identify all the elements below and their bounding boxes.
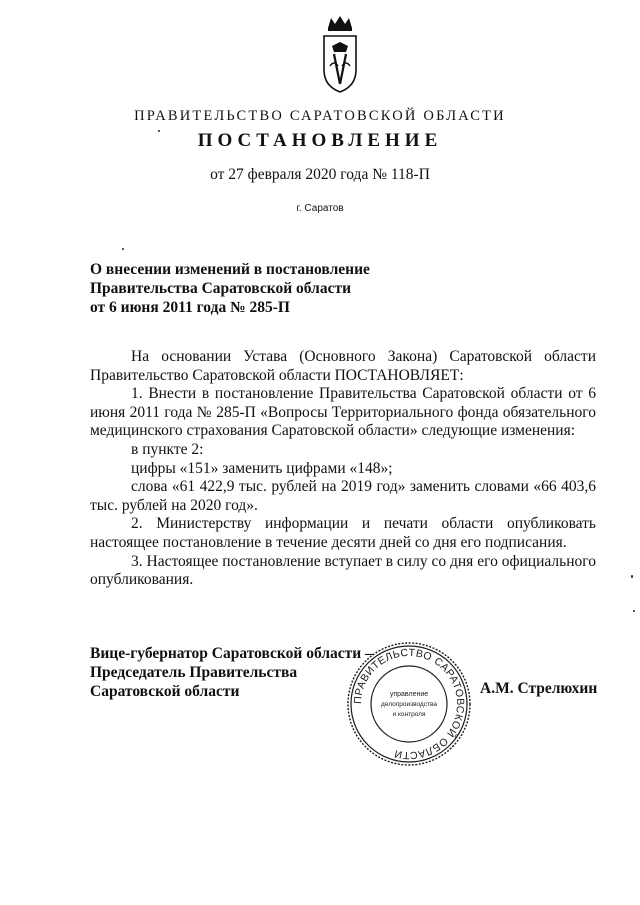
preamble-paragraph: На основании Устава (Основного Закона) Саратовской области Правительство Саратовской области ПОСТАНОВЛЯЕТ:	[90, 348, 596, 384]
official-seal	[345, 640, 473, 768]
scan-speck	[633, 610, 635, 612]
scan-speck	[122, 248, 124, 250]
document-city: г. Саратов	[296, 203, 344, 214]
item-1-paragraph: 1. Внести в постановление Правительства Саратовской области от 6 июня 2011 года № 285-П «Вопросы Территориального фонда обязательного медицинского страхования Саратовской области» следующие изменения:	[90, 385, 596, 440]
scan-speck	[631, 575, 633, 578]
signatory-position	[90, 644, 373, 701]
subject-line: Правительства Саратовской области	[90, 280, 351, 297]
document-type: ПОСТАНОВЛЕНИЕ	[197, 130, 443, 151]
document-dateline: от 27 февраля 2020 года № 118-П	[210, 166, 430, 183]
coat-of-arms-icon	[318, 14, 362, 94]
document-subject	[90, 260, 370, 317]
seal-center-line: делопроизводства	[381, 701, 437, 708]
subject-line: О внесении изменений в постановление	[90, 261, 370, 278]
seal-center-line: управление	[389, 691, 429, 698]
subject-line: от 6 июня 2011 года № 285-П	[90, 299, 290, 316]
document-body	[90, 348, 596, 590]
signatory-name: А.М. Стрелюхин	[480, 680, 598, 697]
item-2-paragraph: 2. Министерству информации и печати области опубликовать настоящее постановление в течение десяти дней со дня его подписания.	[90, 515, 596, 551]
item-3-paragraph: 3. Настоящее постановление вступает в силу со дня его официального опубликования.	[90, 552, 596, 589]
position-line: Вице-губернатор Саратовской области –	[90, 645, 373, 662]
item-1-subpoint: в пункте 2:	[131, 440, 204, 458]
position-line: Саратовской области	[90, 683, 240, 700]
scan-speck	[158, 130, 160, 132]
item-1-change-a: цифры «151» заменить цифрами «148»;	[131, 459, 393, 477]
seal-center-line: и контроля	[392, 711, 426, 718]
position-line: Председатель Правительства	[90, 664, 298, 681]
item-1-change-b: слова «61 422,9 тыс. рублей на 2019 год» заменить словами «66 403,6 тыс. рублей на 2020 год».	[90, 478, 596, 514]
government-title: ПРАВИТЕЛЬСТВО САРАТОВСКОЙ ОБЛАСТИ	[134, 108, 506, 124]
seal-ring-text: ПРАВИТЕЛЬСТВО САРАТОВСКОЙ ОБЛАСТИ	[351, 646, 467, 762]
